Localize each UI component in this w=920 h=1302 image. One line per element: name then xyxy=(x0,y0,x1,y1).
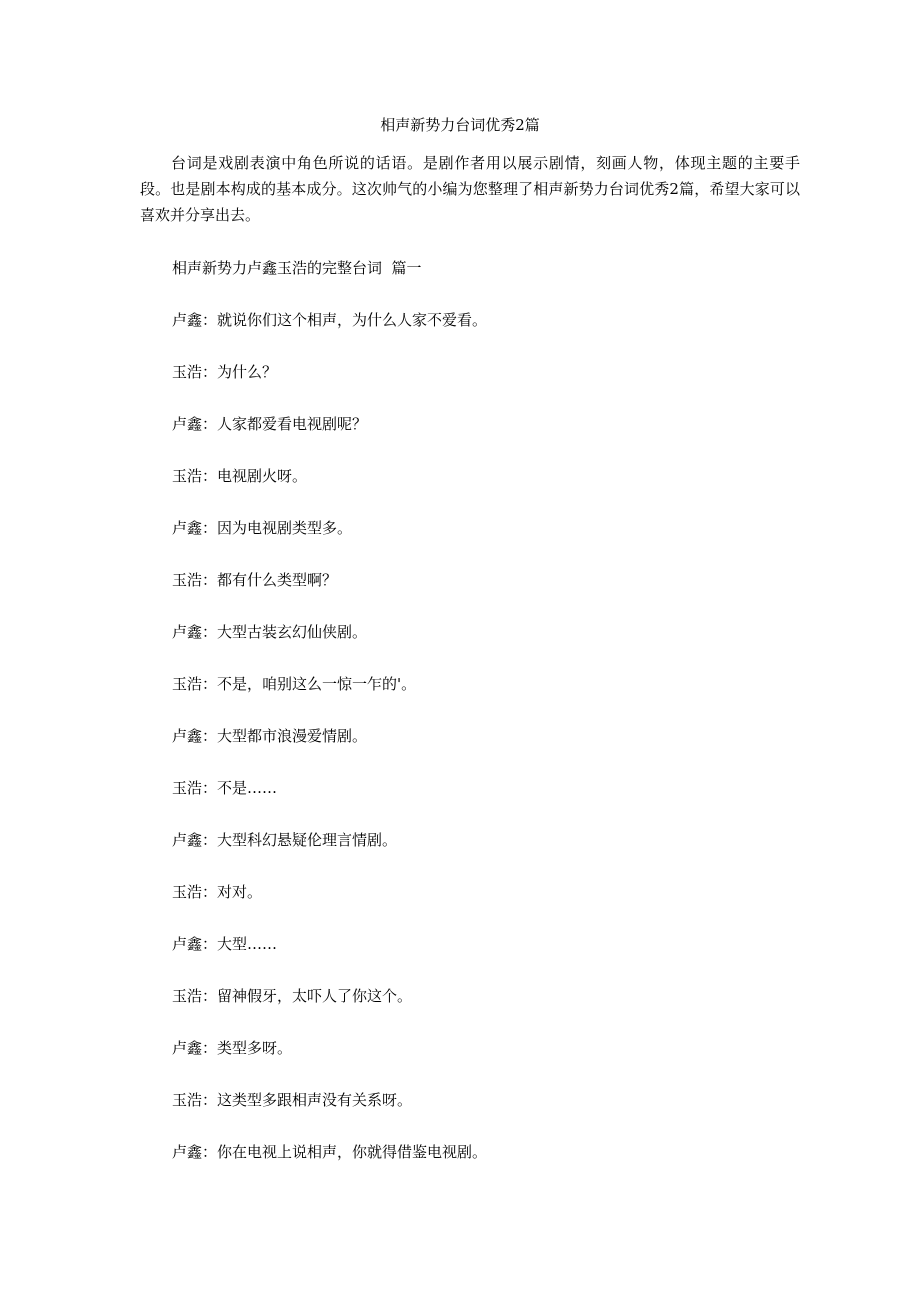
dialogue-line: 卢鑫：类型多呀。 xyxy=(172,1039,293,1057)
dialogue-line: 玉浩：不是…… xyxy=(172,779,278,797)
dialogue-line: 卢鑫：你在电视上说相声，你就得借鉴电视剧。 xyxy=(172,1143,488,1161)
dialogue-line: 玉浩：不是，咱别这么一惊一乍的'。 xyxy=(172,675,417,693)
dialogue-line: 玉浩：都有什么类型啊？ xyxy=(172,571,338,589)
document-title: 相声新势力台词优秀2篇 xyxy=(380,116,540,134)
dialogue-line: 玉浩：为什么？ xyxy=(172,363,278,381)
dialogue-line: 玉浩：这类型多跟相声没有关系呀。 xyxy=(172,1091,413,1109)
dialogue-line: 玉浩：留神假牙，太吓人了你这个。 xyxy=(172,987,413,1005)
dialogue-line: 卢鑫：人家都爱看电视剧呢？ xyxy=(172,415,368,433)
intro-paragraph: 台词是戏剧表演中角色所说的话语。是剧作者用以展示剧情，刻画人物，体现主题的主要手段。也是剧本构成的基本成分。这次帅气的小编为您整理了相声新势力台词优秀2篇，希望大家可以喜欢并分享出去。 xyxy=(140,154,800,224)
dialogue-line: 卢鑫：大型古装玄幻仙侠剧。 xyxy=(172,623,368,641)
dialogue-line: 卢鑫：大型…… xyxy=(172,935,278,953)
dialogue-list xyxy=(172,309,487,1193)
dialogue-line: 卢鑫：大型科幻悬疑伦理言情剧。 xyxy=(172,831,398,849)
dialogue-line: 卢鑫：因为电视剧类型多。 xyxy=(172,519,353,537)
section-heading: 相声新势力卢鑫玉浩的完整台词 篇一 xyxy=(172,259,422,277)
dialogue-line: 卢鑫：大型都市浪漫爱情剧。 xyxy=(172,727,368,745)
dialogue-line: 卢鑫：就说你们这个相声，为什么人家不爱看。 xyxy=(172,311,488,329)
dialogue-line: 玉浩：对对。 xyxy=(172,883,263,901)
dialogue-line: 玉浩：电视剧火呀。 xyxy=(172,467,308,485)
